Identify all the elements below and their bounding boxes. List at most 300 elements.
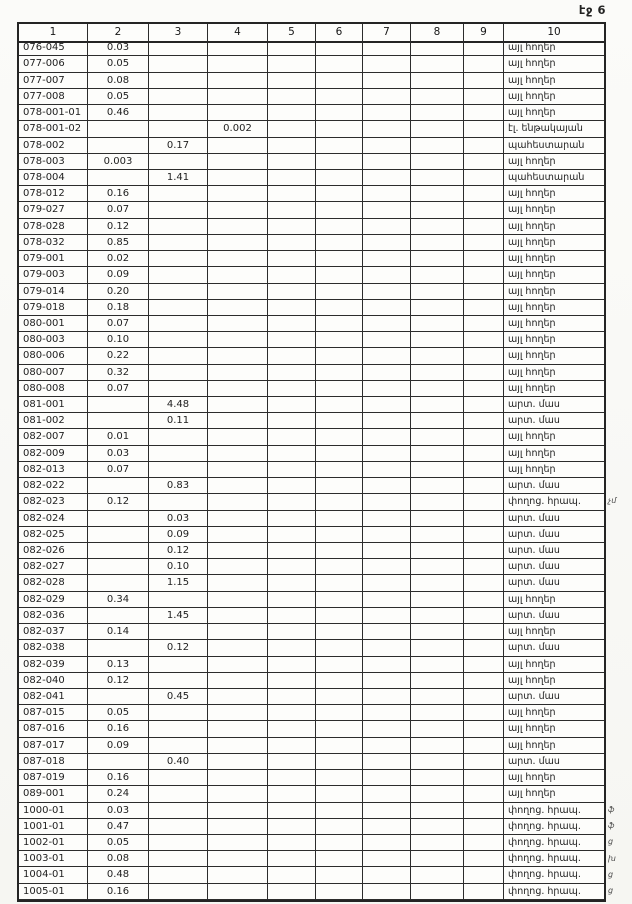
area-value-cell (268, 867, 316, 883)
area-value-cell (363, 365, 411, 381)
parcel-code-cell: 1005-01 (19, 884, 88, 900)
area-value-cell (88, 121, 149, 137)
area-value-cell (363, 413, 411, 429)
area-value-cell (208, 316, 268, 332)
area-value-cell (363, 89, 411, 105)
area-value-cell (411, 56, 464, 72)
area-value-cell (208, 284, 268, 300)
area-value-cell (149, 867, 208, 883)
area-value-cell (88, 170, 149, 186)
area-value-cell (363, 640, 411, 656)
land-use-cell: այլ հողեր (504, 316, 604, 332)
area-value-cell (316, 559, 363, 575)
area-value-cell (268, 462, 316, 478)
area-value-cell: 0.08 (88, 73, 149, 89)
parcel-code-cell: 077-008 (19, 89, 88, 105)
area-value-cell (268, 105, 316, 121)
area-value-cell (363, 316, 411, 332)
land-use-cell: այլ հողեր (504, 284, 604, 300)
parcel-code-cell: 080-003 (19, 332, 88, 348)
land-use-cell: այլ հողեր (504, 251, 604, 267)
parcel-code-cell: 082-023 (19, 494, 88, 510)
area-value-cell (316, 478, 363, 494)
area-value-cell (149, 40, 208, 56)
area-value-cell (363, 494, 411, 510)
area-value-cell (268, 835, 316, 851)
area-value-cell (363, 738, 411, 754)
area-value-cell (411, 138, 464, 154)
area-value-cell (464, 770, 504, 786)
area-value-cell (363, 121, 411, 137)
area-value-cell (464, 494, 504, 510)
parcel-code-cell: 089-001 (19, 786, 88, 802)
area-value-cell (268, 884, 316, 900)
area-value-cell (316, 511, 363, 527)
area-value-cell (268, 705, 316, 721)
parcel-code-cell: 087-018 (19, 754, 88, 770)
land-use-cell: էլ. ենթակայան (504, 121, 604, 137)
area-value-cell (268, 721, 316, 737)
area-value-cell (464, 89, 504, 105)
area-value-cell (149, 803, 208, 819)
area-value-cell (88, 754, 149, 770)
area-value-cell (411, 640, 464, 656)
area-value-cell (208, 721, 268, 737)
area-value-cell (268, 608, 316, 624)
area-value-cell (149, 738, 208, 754)
parcel-code-cell: 082-022 (19, 478, 88, 494)
area-value-cell (363, 202, 411, 218)
area-value-cell (268, 138, 316, 154)
area-value-cell (88, 413, 149, 429)
area-value-cell (411, 835, 464, 851)
area-value-cell (316, 657, 363, 673)
area-value-cell (363, 462, 411, 478)
land-use-cell: այլ հողեր (504, 381, 604, 397)
area-value-cell (464, 170, 504, 186)
area-value-cell (268, 413, 316, 429)
area-value-cell (88, 527, 149, 543)
parcel-code-cell: 080-001 (19, 316, 88, 332)
handwritten-margin-mark: ց (608, 869, 614, 879)
parcel-code-cell: 087-017 (19, 738, 88, 754)
header-cell-9: 9 (464, 24, 504, 43)
parcel-code-cell: 087-015 (19, 705, 88, 721)
area-value-cell (208, 138, 268, 154)
area-value-cell (316, 527, 363, 543)
area-value-cell (363, 235, 411, 251)
area-value-cell (363, 543, 411, 559)
parcel-code-cell: 082-029 (19, 592, 88, 608)
area-value-cell (268, 121, 316, 137)
area-value-cell: 0.03 (88, 40, 149, 56)
area-value-cell (464, 446, 504, 462)
area-value-cell (88, 478, 149, 494)
area-value-cell (149, 884, 208, 900)
area-value-cell (411, 186, 464, 202)
area-value-cell (208, 397, 268, 413)
area-value-cell (316, 867, 363, 883)
area-value-cell (149, 105, 208, 121)
area-value-cell (464, 397, 504, 413)
area-value-cell (411, 105, 464, 121)
area-value-cell: 0.47 (88, 819, 149, 835)
area-value-cell: 1.45 (149, 608, 208, 624)
area-value-cell (363, 559, 411, 575)
area-value-cell (411, 624, 464, 640)
area-value-cell (464, 738, 504, 754)
area-value-cell: 0.12 (88, 219, 149, 235)
area-value-cell (316, 819, 363, 835)
area-value-cell (208, 170, 268, 186)
area-value-cell (411, 397, 464, 413)
area-value-cell (464, 429, 504, 445)
area-value-cell (208, 786, 268, 802)
area-value-cell (149, 721, 208, 737)
area-value-cell (208, 494, 268, 510)
header-cell-5: 5 (268, 24, 316, 43)
parcel-code-cell: 082-038 (19, 640, 88, 656)
area-value-cell (464, 673, 504, 689)
area-value-cell (464, 543, 504, 559)
area-value-cell (268, 543, 316, 559)
parcel-code-cell: 082-024 (19, 511, 88, 527)
area-value-cell (149, 332, 208, 348)
area-value-cell (464, 300, 504, 316)
area-value-cell (208, 235, 268, 251)
area-value-cell (208, 835, 268, 851)
area-value-cell (316, 851, 363, 867)
area-value-cell (268, 397, 316, 413)
land-use-cell: արտ. մաս (504, 640, 604, 656)
area-value-cell (268, 186, 316, 202)
area-value-cell (316, 170, 363, 186)
area-value-cell (268, 365, 316, 381)
parcel-code-cell: 076-045 (19, 40, 88, 56)
area-value-cell (88, 138, 149, 154)
area-value-cell (208, 543, 268, 559)
area-value-cell (149, 819, 208, 835)
area-value-cell (149, 770, 208, 786)
parcel-code-cell: 082-039 (19, 657, 88, 673)
area-value-cell (316, 413, 363, 429)
area-value-cell (208, 657, 268, 673)
area-value-cell (363, 624, 411, 640)
area-value-cell: 0.14 (88, 624, 149, 640)
land-use-cell: արտ. մաս (504, 689, 604, 705)
area-value-cell (208, 105, 268, 121)
area-value-cell (208, 300, 268, 316)
parcel-code-cell: 082-026 (19, 543, 88, 559)
area-value-cell (316, 738, 363, 754)
area-value-cell (411, 170, 464, 186)
area-value-cell (268, 267, 316, 283)
area-value-cell (363, 138, 411, 154)
area-value-cell (316, 284, 363, 300)
area-value-cell (208, 478, 268, 494)
area-value-cell (464, 803, 504, 819)
area-value-cell: 0.48 (88, 867, 149, 883)
area-value-cell (411, 705, 464, 721)
area-value-cell: 0.05 (88, 705, 149, 721)
area-value-cell (464, 592, 504, 608)
area-value-cell (411, 592, 464, 608)
land-use-cell: այլ հողեր (504, 429, 604, 445)
area-value-cell (363, 657, 411, 673)
area-value-cell (411, 543, 464, 559)
area-value-cell (411, 478, 464, 494)
area-value-cell (149, 348, 208, 364)
land-use-cell: այլ հողեր (504, 657, 604, 673)
handwritten-margin-mark: չմ (608, 496, 617, 506)
land-use-cell: այլ հողեր (504, 105, 604, 121)
area-value-cell (363, 527, 411, 543)
area-value-cell: 0.22 (88, 348, 149, 364)
area-value-cell (268, 219, 316, 235)
parcel-code-cell: 087-019 (19, 770, 88, 786)
area-value-cell (411, 446, 464, 462)
area-value-cell (363, 575, 411, 591)
area-value-cell (316, 770, 363, 786)
parcel-code-cell: 087-016 (19, 721, 88, 737)
area-value-cell: 0.16 (88, 884, 149, 900)
parcel-code-cell: 1002-01 (19, 835, 88, 851)
area-value-cell (316, 884, 363, 900)
area-value-cell: 0.16 (88, 770, 149, 786)
area-value-cell (411, 154, 464, 170)
parcel-code-cell: 1003-01 (19, 851, 88, 867)
area-value-cell (464, 819, 504, 835)
area-value-cell (316, 689, 363, 705)
parcel-code-cell: 078-001-02 (19, 121, 88, 137)
area-value-cell (363, 592, 411, 608)
parcel-code-cell: 1004-01 (19, 867, 88, 883)
area-value-cell (316, 673, 363, 689)
area-value-cell (316, 462, 363, 478)
area-value-cell: 0.05 (88, 835, 149, 851)
land-use-cell: այլ հողեր (504, 332, 604, 348)
area-value-cell (88, 543, 149, 559)
area-value-cell (363, 689, 411, 705)
area-value-cell (363, 300, 411, 316)
area-value-cell: 0.07 (88, 462, 149, 478)
area-value-cell (464, 202, 504, 218)
area-value-cell (363, 867, 411, 883)
area-value-cell (316, 219, 363, 235)
area-value-cell (363, 397, 411, 413)
area-value-cell: 0.05 (88, 56, 149, 72)
header-cell-4: 4 (208, 24, 268, 43)
area-value-cell (316, 543, 363, 559)
area-value-cell: 0.01 (88, 429, 149, 445)
area-value-cell: 0.09 (88, 267, 149, 283)
area-value-cell (316, 348, 363, 364)
area-value-cell (268, 300, 316, 316)
area-value-cell (316, 575, 363, 591)
area-value-cell: 0.85 (88, 235, 149, 251)
area-value-cell (88, 397, 149, 413)
area-value-cell (464, 235, 504, 251)
area-value-cell (149, 202, 208, 218)
parcel-code-cell: 1000-01 (19, 803, 88, 819)
area-value-cell (208, 608, 268, 624)
area-value-cell (208, 527, 268, 543)
land-use-cell: փողոց. հրապ. (504, 494, 604, 510)
area-value-cell (464, 462, 504, 478)
area-value-cell (268, 575, 316, 591)
area-value-cell (316, 154, 363, 170)
area-value-cell (316, 786, 363, 802)
area-value-cell (268, 819, 316, 835)
area-value-cell (208, 559, 268, 575)
area-value-cell (208, 267, 268, 283)
area-value-cell: 0.09 (88, 738, 149, 754)
area-value-cell (208, 867, 268, 883)
area-value-cell (464, 721, 504, 737)
area-value-cell (411, 867, 464, 883)
area-value-cell (208, 40, 268, 56)
area-value-cell (411, 73, 464, 89)
area-value-cell (363, 608, 411, 624)
area-value-cell: 0.03 (88, 803, 149, 819)
area-value-cell (208, 640, 268, 656)
parcel-code-cell: 077-007 (19, 73, 88, 89)
area-value-cell (149, 251, 208, 267)
area-value-cell (464, 105, 504, 121)
area-value-cell (268, 56, 316, 72)
land-use-cell: այլ հողեր (504, 73, 604, 89)
parcel-code-cell: 080-008 (19, 381, 88, 397)
area-value-cell (208, 754, 268, 770)
area-value-cell (411, 40, 464, 56)
area-value-cell (363, 819, 411, 835)
area-value-cell (464, 657, 504, 673)
area-value-cell (411, 559, 464, 575)
area-value-cell (268, 40, 316, 56)
area-value-cell (316, 73, 363, 89)
parcel-code-cell: 078-012 (19, 186, 88, 202)
parcel-code-cell: 1001-01 (19, 819, 88, 835)
area-value-cell (411, 575, 464, 591)
area-value-cell (464, 332, 504, 348)
land-use-cell: այլ հողեր (504, 738, 604, 754)
header-cell-1: 1 (19, 24, 88, 43)
area-value-cell (363, 511, 411, 527)
area-value-cell (363, 786, 411, 802)
area-value-cell (268, 592, 316, 608)
area-value-cell (316, 754, 363, 770)
header-cell-8: 8 (411, 24, 464, 43)
area-value-cell: 4.48 (149, 397, 208, 413)
area-value-cell: 0.003 (88, 154, 149, 170)
area-value-cell (316, 494, 363, 510)
area-value-cell (363, 251, 411, 267)
area-value-cell (363, 267, 411, 283)
handwritten-margin-mark: ֆ (608, 821, 615, 831)
area-value-cell: 0.05 (88, 89, 149, 105)
area-value-cell (208, 365, 268, 381)
area-value-cell: 0.10 (149, 559, 208, 575)
area-value-cell (411, 738, 464, 754)
area-value-cell (316, 300, 363, 316)
area-value-cell (268, 803, 316, 819)
area-value-cell (316, 835, 363, 851)
land-use-cell: արտ. մաս (504, 754, 604, 770)
parcel-code-cell: 080-006 (19, 348, 88, 364)
area-value-cell (464, 575, 504, 591)
area-value-cell (149, 235, 208, 251)
area-value-cell (316, 267, 363, 283)
area-value-cell (363, 332, 411, 348)
area-value-cell (464, 705, 504, 721)
area-value-cell (149, 186, 208, 202)
land-use-cell: արտ. մաս (504, 413, 604, 429)
area-value-cell (208, 446, 268, 462)
area-value-cell (363, 186, 411, 202)
land-use-cell: այլ հողեր (504, 365, 604, 381)
area-value-cell: 0.02 (88, 251, 149, 267)
area-value-cell (149, 284, 208, 300)
area-value-cell (316, 429, 363, 445)
land-use-cell: այլ հողեր (504, 202, 604, 218)
area-value-cell: 0.34 (88, 592, 149, 608)
area-value-cell: 0.20 (88, 284, 149, 300)
area-value-cell (316, 89, 363, 105)
land-use-cell: պահեստարան (504, 170, 604, 186)
handwritten-margin-mark: ֆ (608, 804, 615, 814)
area-value-cell (316, 105, 363, 121)
area-value-cell (208, 381, 268, 397)
handwritten-margin-mark: ց (608, 837, 614, 847)
handwritten-margin-mark: ց (608, 885, 614, 895)
area-value-cell: 0.18 (88, 300, 149, 316)
area-value-cell (208, 186, 268, 202)
area-value-cell (464, 40, 504, 56)
area-value-cell (411, 819, 464, 835)
header-cell-10: 10 (504, 24, 604, 43)
parcel-code-cell: 080-007 (19, 365, 88, 381)
area-value-cell (149, 121, 208, 137)
area-value-cell (88, 575, 149, 591)
land-use-cell: այլ հողեր (504, 89, 604, 105)
area-value-cell (316, 608, 363, 624)
land-use-cell: այլ հողեր (504, 267, 604, 283)
area-value-cell (464, 348, 504, 364)
area-value-cell (316, 640, 363, 656)
area-value-cell (208, 73, 268, 89)
area-value-cell (149, 316, 208, 332)
area-value-cell (464, 186, 504, 202)
area-value-cell (464, 786, 504, 802)
area-value-cell (208, 413, 268, 429)
area-value-cell (268, 673, 316, 689)
land-use-cell: այլ հողեր (504, 721, 604, 737)
area-value-cell (411, 786, 464, 802)
area-value-cell (268, 284, 316, 300)
land-use-cell: այլ հողեր (504, 770, 604, 786)
area-value-cell (411, 429, 464, 445)
area-value-cell: 0.45 (149, 689, 208, 705)
parcel-code-cell: 078-032 (19, 235, 88, 251)
area-value-cell (411, 348, 464, 364)
area-value-cell (363, 429, 411, 445)
area-value-cell (363, 770, 411, 786)
area-value-cell (316, 202, 363, 218)
area-value-cell (363, 705, 411, 721)
parcel-code-cell: 078-002 (19, 138, 88, 154)
parcel-code-cell: 078-028 (19, 219, 88, 235)
area-value-cell (149, 624, 208, 640)
